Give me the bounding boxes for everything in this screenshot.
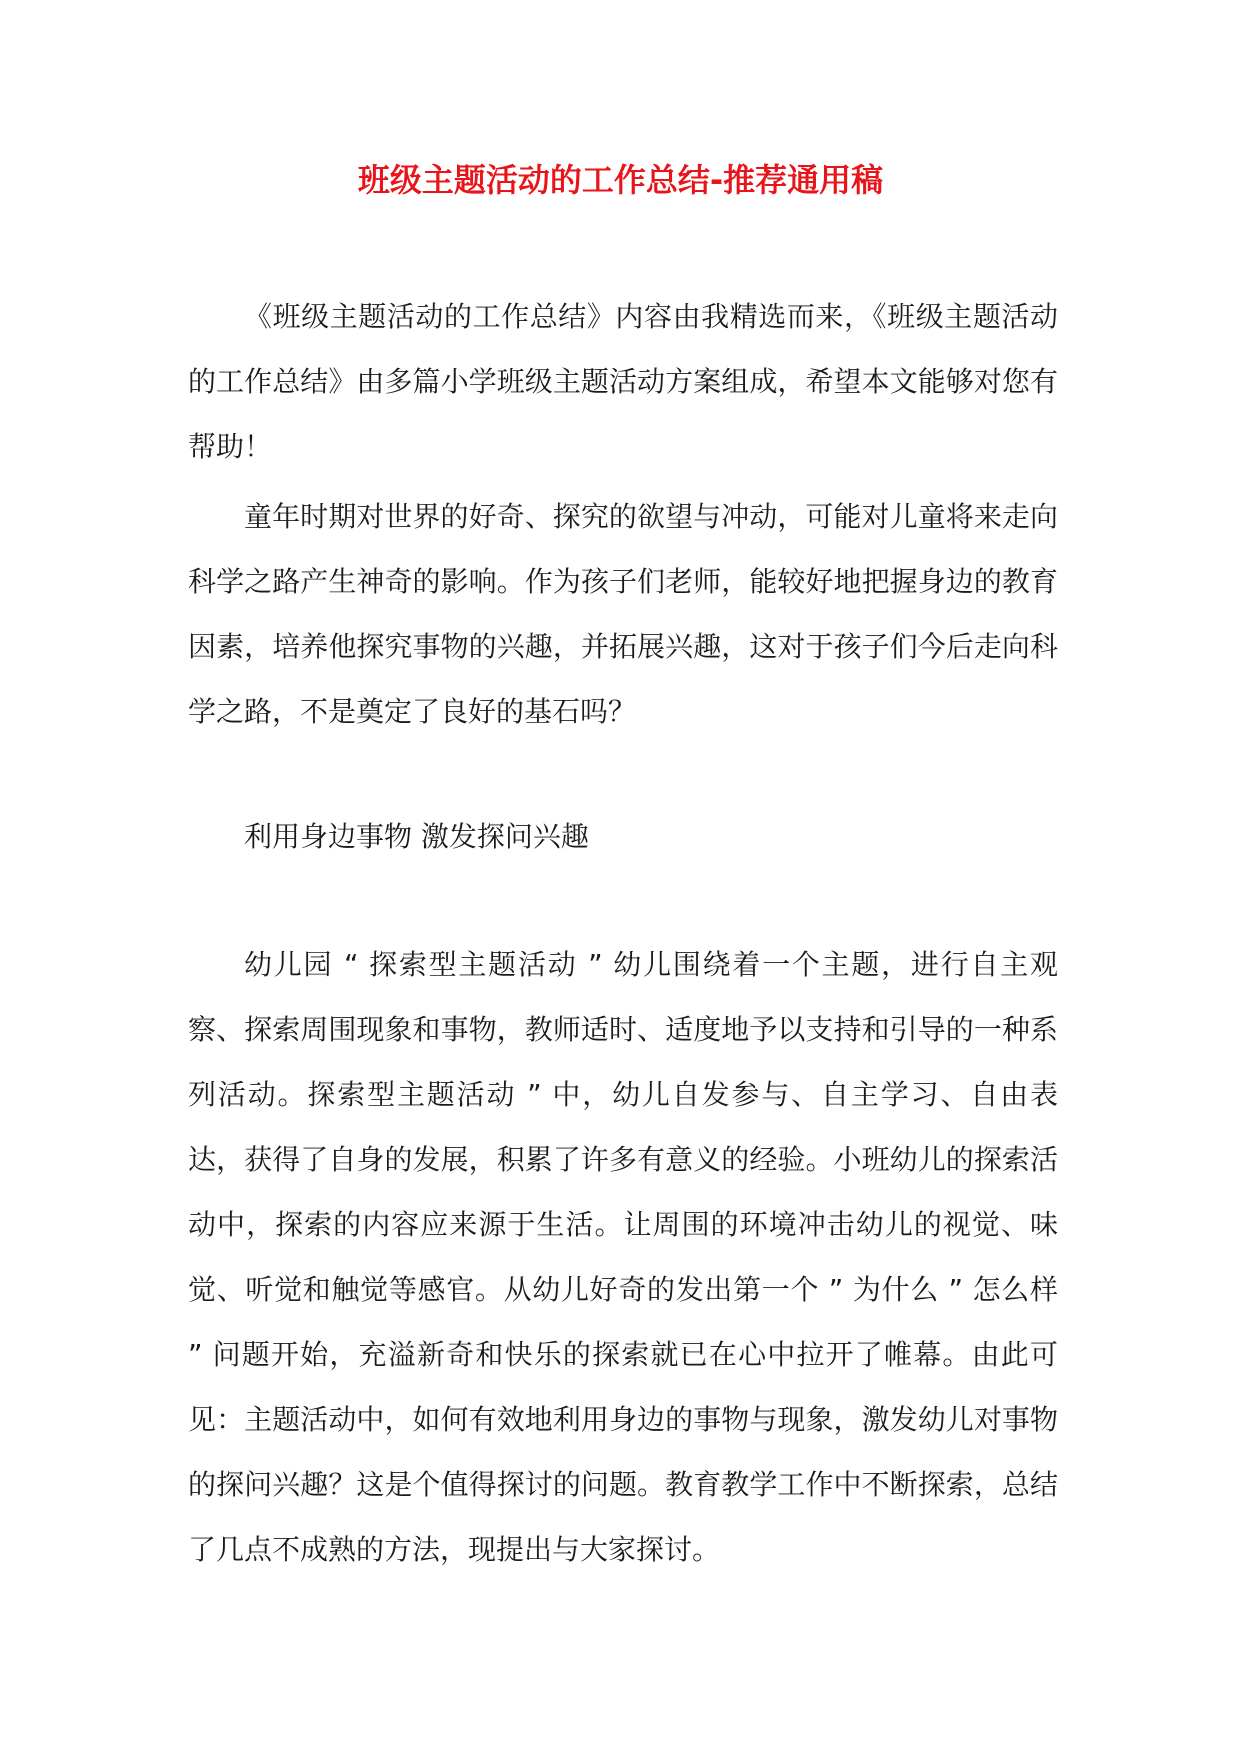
exploration-paragraph-block <box>188 932 1058 1582</box>
exploration-paragraph: 幼儿园 “ 探索型主题活动 ” 幼儿围绕着一个主题，进行自主观察、探索周围现象和事物，教师适时、适度地予以支持和引导的一种系列活动。探索型主题活动 ” 中，幼儿自发参与、自主学习、自由表达，获得了自身的发展，积累了许多有意义的经验。小班幼儿的探索活动中，探索的内容应来源于生活。让周围的环境冲击幼儿的视觉、味觉、听觉和触觉等感官。从幼儿好奇的发出第一个 ” 为什么 ” 怎么样 ” 问题开始，充溢新奇和快乐的探索就已在心中拉开了帷幕。由此可见：主题活动中，如何有效地利用身边的事物与现象，激发幼儿对事物的探问兴趣？这是个值得探讨的问题。教育教学工作中不断探索，总结了几点不成熟的方法，现提出与大家探讨。 <box>188 948 1058 1566</box>
curiosity-paragraph: 童年时期对世界的好奇、探究的欲望与冲动，可能对儿童将来走向科学之路产生神奇的影响。作为孩子们老师，能较好地把握身边的教育因素，培养他探究事物的兴趣，并拓展兴趣，这对于孩子们今后走向科学之路，不是奠定了良好的基石吗？ <box>188 500 1058 728</box>
section-heading: 利用身边事物 激发探问兴趣 <box>244 820 589 853</box>
intro-paragraph-block <box>188 284 1058 479</box>
document-title: 班级主题活动的工作总结-推荐通用稿 <box>357 161 884 199</box>
curiosity-paragraph-block <box>188 484 1058 744</box>
section-heading-block <box>188 804 1058 869</box>
intro-paragraph: 《班级主题活动的工作总结》内容由我精选而来，《班级主题活动的工作总结》由多篇小学班级主题活动方案组成，希望本文能够对您有帮助！ <box>188 300 1058 463</box>
